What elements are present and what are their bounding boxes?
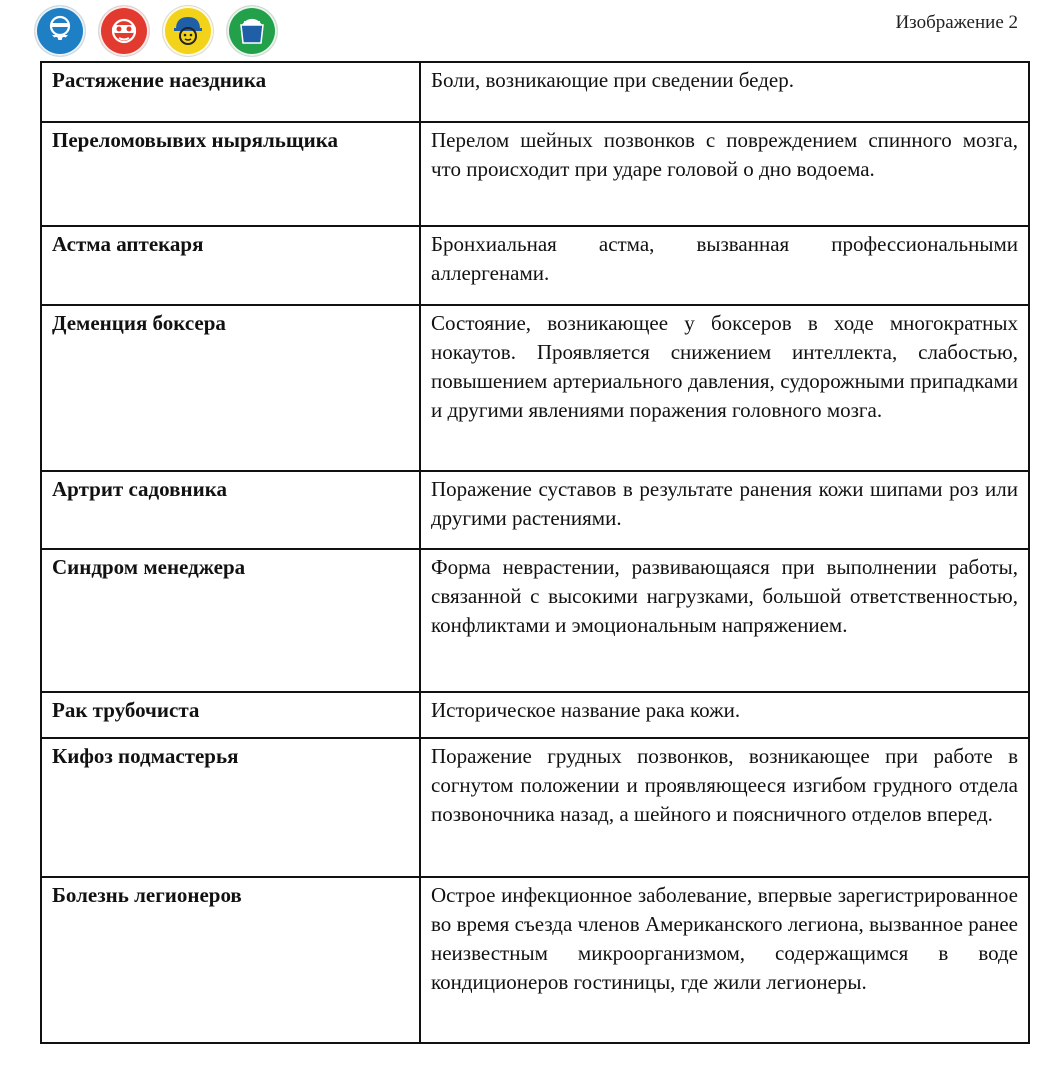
definition-cell: Состояние, возникающее у боксеров в ходе многократных нокаутов. Проявляется снижением интеллекта, слабостью, повышением артериального давления, судорожными припадками и другими явлениями поражения головного мозга. [420,305,1029,471]
table-row [41,877,1029,1043]
safety-icons [35,6,277,58]
term-cell: Рак трубочиста [41,692,420,738]
term-cell: Деменция боксера [41,305,420,471]
definition-cell: Боли, возникающие при сведении бедер. [420,62,1029,122]
definition-cell: Перелом шейных позвонков с повреждением спинного мозга, что происходит при ударе головой о дно водоема. [420,122,1029,226]
image-caption: Изображение 2 [895,12,1018,33]
table-row [41,692,1029,738]
definition-cell: Поражение грудных позвонков, возникающее при работе в согнутом положении и проявляющееся изгибом грудного отдела позвоночника назад, а шейного и поясничного отделов вперед. [420,738,1029,877]
safety-goggles-icon [99,6,149,56]
term-cell: Кифоз подмастерья [41,738,420,877]
term-cell: Астма аптекаря [41,226,420,305]
definition-cell: Острое инфекционное заболевание, впервые зарегистрированное во время съезда членов Американского легиона, вызванное ранее неизвестным микроорганизмом, содержащимся в воде кондиционеров гостиницы, где жили легионеры. [420,877,1029,1043]
hard-hat-icon [163,6,213,56]
table-row [41,471,1029,549]
term-cell: Растяжение наездника [41,62,420,122]
table-row [41,549,1029,692]
face-shield-icon [227,6,277,56]
term-cell: Артрит садовника [41,471,420,549]
definition-cell: Историческое название рака кожи. [420,692,1029,738]
term-cell: Болезнь легионеров [41,877,420,1043]
table-row [41,738,1029,877]
definition-cell: Форма неврастении, развивающаяся при выполнении работы, связанной с высокими нагрузками, большой ответственностью, конфликтами и эмоциональным напряжением. [420,549,1029,692]
table-row [41,226,1029,305]
table-row [41,62,1029,122]
term-cell: Синдром менеджера [41,549,420,692]
table-row [41,305,1029,471]
definition-cell: Поражение суставов в результате ранения кожи шипами роз или другими растениями. [420,471,1029,549]
definition-cell: Бронхиальная астма, вызванная профессиональными аллергенами. [420,226,1029,305]
respirator-mask-icon [35,6,85,56]
occupational-diseases-table [40,61,1030,1044]
term-cell: Переломовывих ныряльщика [41,122,420,226]
table-row [41,122,1029,226]
